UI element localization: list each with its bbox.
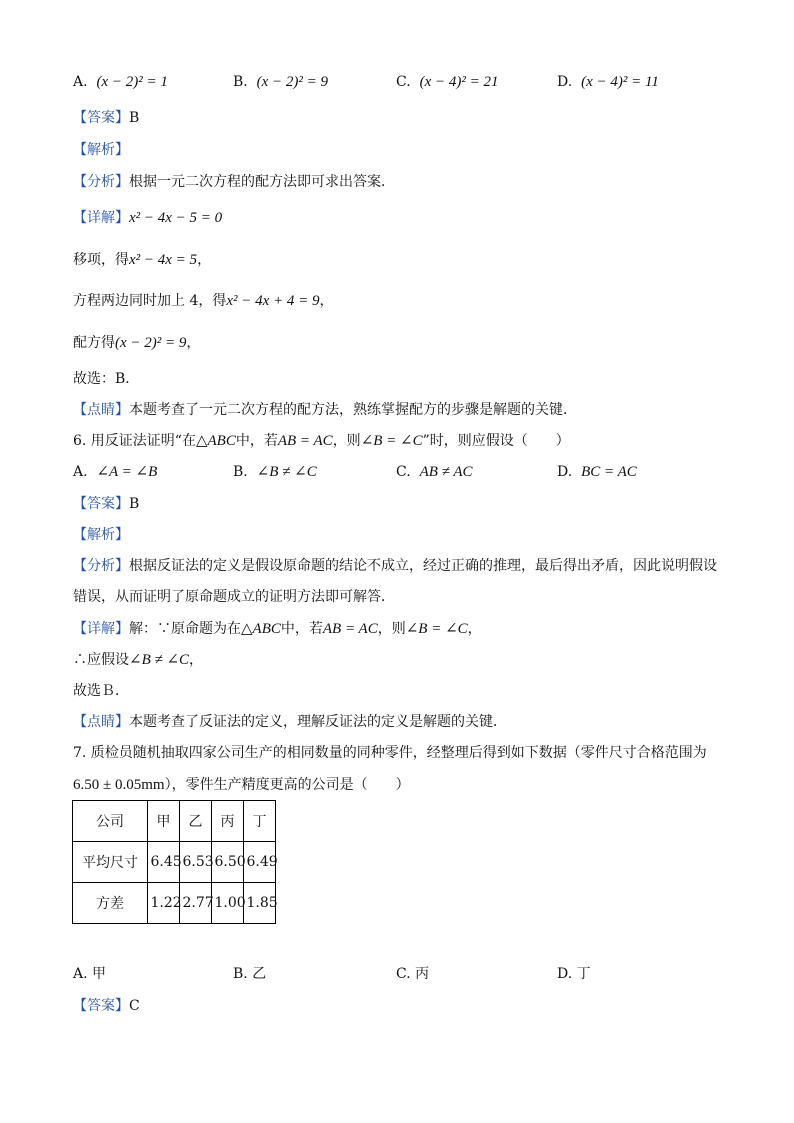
q6-xiangjie: 【详解】解：∵原命题为在△ABC中，若AB = AC，则∠B = ∠C， — [73, 621, 482, 637]
q7-option-d: D. 丁 — [557, 966, 591, 982]
q6-stem: 6. 用反证法证明“在△ABC中，若AB = AC，则∠B = ∠C”时，则应假设（ ） — [73, 433, 570, 449]
q7-option-c: C. 丙 — [396, 966, 430, 982]
table-cell: 1.22 — [148, 883, 180, 924]
q6-option-d: D. BC = AC — [557, 464, 637, 480]
q7-option-a: A. 甲 — [73, 966, 107, 982]
q5-answer: 【答案】B — [73, 110, 140, 126]
q5-option-d-math: (x − 4)² = 11 — [581, 74, 659, 90]
q6-conclusion: 故选Ｂ． — [73, 683, 129, 699]
q5-step-2: 方程两边同时加上 4，得x² − 4x + 4 = 9， — [73, 293, 334, 309]
table-cell: 6.53 — [180, 842, 212, 883]
q6-analysis-tag: 【解析】 — [73, 527, 129, 543]
q6-option-c: C. AB ≠ AC — [396, 464, 473, 480]
table-cell: 1.00 — [212, 883, 244, 924]
table-row-label: 方差 — [73, 883, 148, 924]
q6-fenxi-line-2: 错误，从而证明了原命题成立的证明方法即可解答． — [73, 589, 395, 605]
q5-fenxi: 【分析】根据一元二次方程的配方法即可求出答案． — [73, 174, 395, 190]
q5-step-1: 移项，得x² − 4x = 5， — [73, 252, 212, 268]
q5-dianjing: 【点睛】本题考查了一元二次方程的配方法，熟练掌握配方的步骤是解题的关键． — [73, 402, 577, 418]
table-header-cell: 公司 — [73, 801, 148, 842]
table-header-cell: 丁 — [244, 801, 276, 842]
q6-answer: 【答案】B — [73, 496, 140, 512]
q5-option-b: B. (x − 2)² = 9 — [233, 74, 329, 90]
table-row-label: 平均尺寸 — [73, 842, 148, 883]
q7-stem-line-2: 6.50 ± 0.05mm），零件生产精度更高的公司是（ ） — [73, 777, 410, 793]
table-cell: 1.85 — [244, 883, 276, 924]
q5-option-d: D. (x − 4)² = 11 — [557, 74, 659, 90]
table-header-cell: 丙 — [212, 801, 244, 842]
table-cell: 2.77 — [180, 883, 212, 924]
q7-option-b: B. 乙 — [233, 966, 267, 982]
q5-step-3: 配方得(x − 2)² = 9， — [73, 335, 201, 351]
q5-conclusion: 故选：B． — [73, 371, 140, 387]
q5-option-c: C. (x − 4)² = 21 — [396, 74, 499, 90]
table-row — [73, 842, 276, 883]
q7-answer: 【答案】C — [73, 998, 140, 1014]
table-row — [73, 883, 276, 924]
q7-stem-line-1: 7. 质检员随机抽取四家公司生产的相同数量的同种零件，经整理后得到如下数据（零件尺寸合格范围为 — [73, 745, 707, 761]
table-header-cell: 甲 — [148, 801, 180, 842]
q5-analysis-tag: 【解析】 — [73, 142, 129, 158]
q6-option-a: A. ∠A = ∠B — [73, 464, 158, 480]
table-cell: 6.45 — [148, 842, 180, 883]
q5-option-a: A. (x − 2)² = 1 — [73, 74, 168, 90]
table-cell: 6.49 — [244, 842, 276, 883]
q6-option-b: B. ∠B ≠ ∠C — [233, 464, 317, 480]
q6-fenxi-line-1: 【分析】根据反证法的定义是假设原命题的结论不成立，经过正确的推理，最后得出矛盾，因此说明假设 — [73, 558, 717, 574]
table-cell: 6.50 — [212, 842, 244, 883]
q6-therefore: ∴应假设∠B ≠ ∠C， — [73, 652, 204, 668]
q5-option-a-math: (x − 2)² = 1 — [96, 74, 168, 90]
q5-option-b-math: (x − 2)² = 9 — [256, 74, 329, 90]
table-header-row — [73, 801, 276, 842]
q5-xiangjie: 【详解】x² − 4x − 5 = 0 — [73, 210, 223, 226]
q5-option-c-math: (x − 4)² = 21 — [419, 74, 499, 90]
table-header-cell: 乙 — [180, 801, 212, 842]
q6-dianjing: 【点睛】本题考查了反证法的定义，理解反证法的定义是解题的关键． — [73, 714, 507, 730]
q7-data-table — [72, 800, 276, 924]
